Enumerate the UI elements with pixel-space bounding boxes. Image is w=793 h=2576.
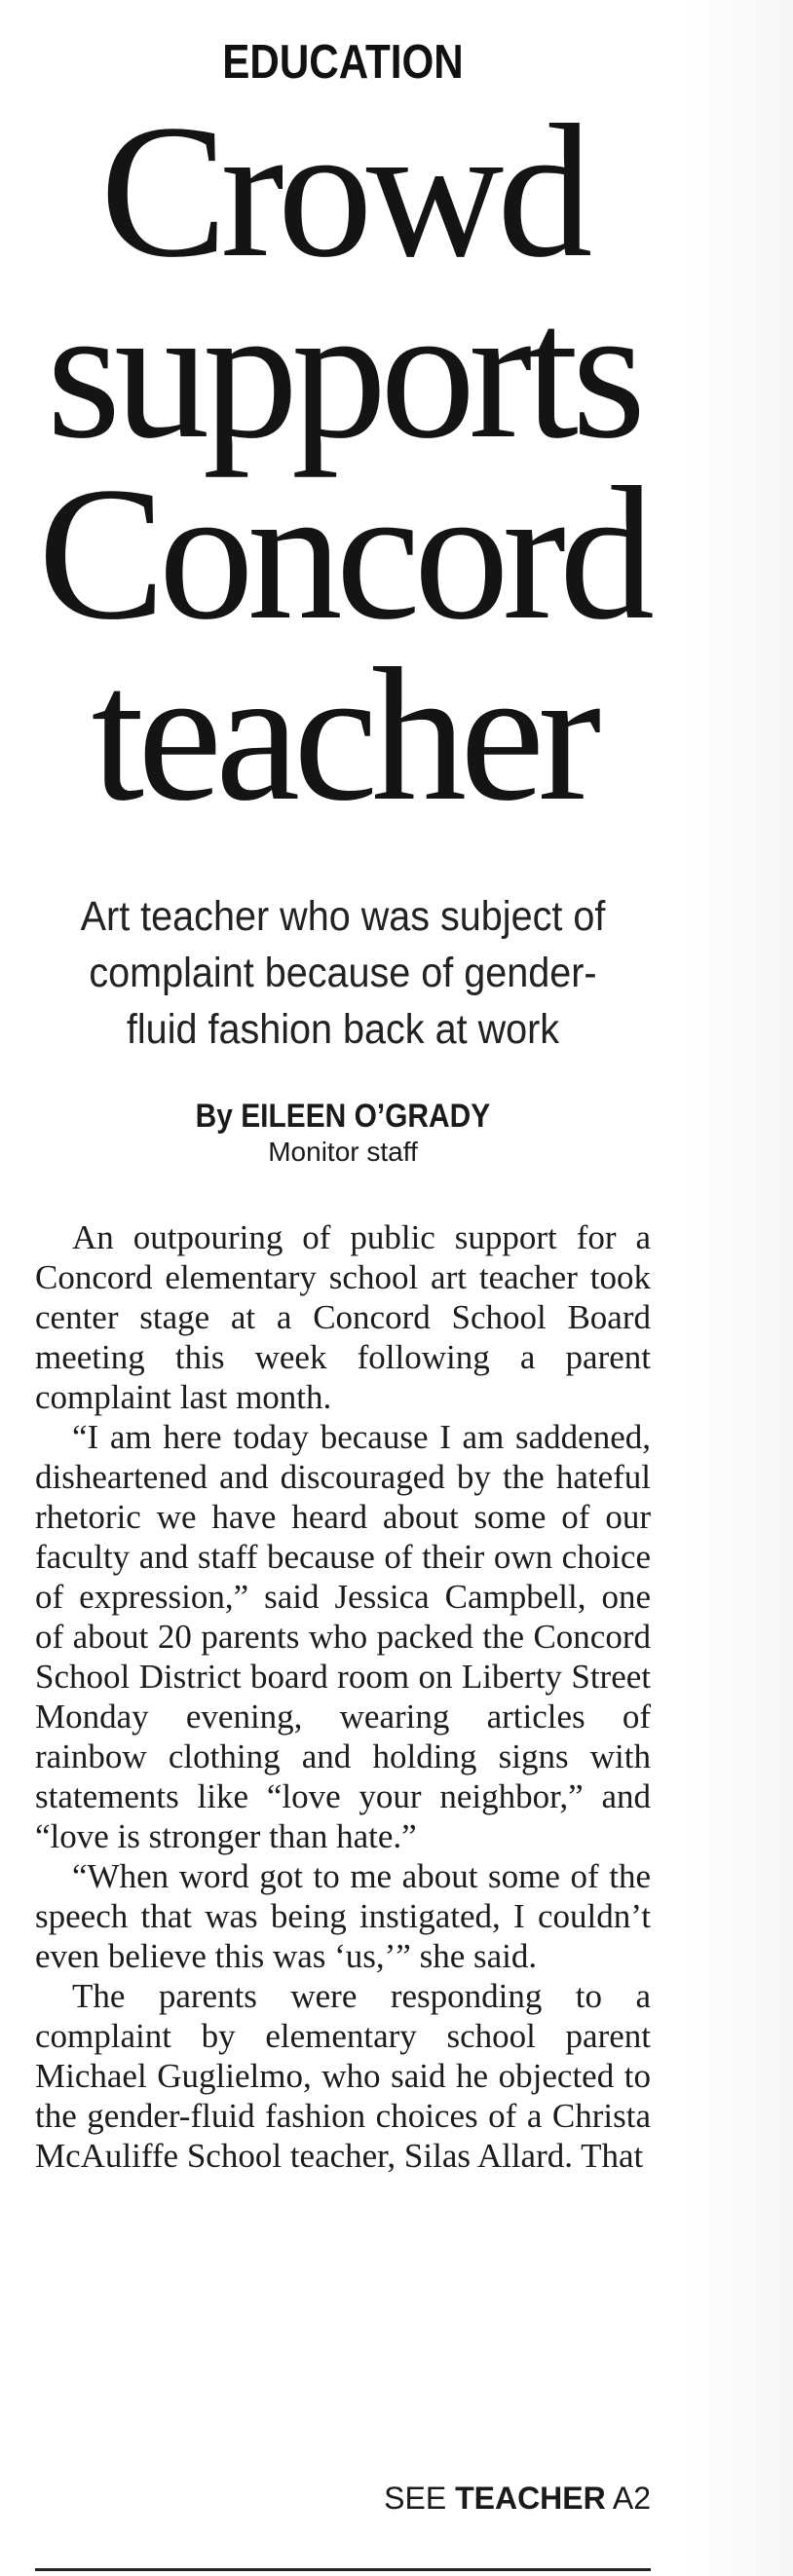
byline [35,1097,651,1136]
bottom-rule [35,2568,651,2571]
section-label: EDUCATION [222,36,464,89]
body-paragraph: “When word got to me about some of the speech that was being instigated, I couldn’t even believe this was ‘us,’” she said. [35,1857,651,1975]
article-body [35,1217,651,2176]
staff-credit: Monitor staff [268,1137,418,1167]
body-paragraph: “I am here today because I am saddened, disheartened and discouraged by the hateful rhetoric we have heard about some of our faculty and staff because of their own choice of expression,” said Jessica Campbell, one of about 20 parents who packed the Concord School District board room on Liberty Street Monday evening, wearing articles of rainbow clothing and holding signs with statements like “love your neighbor,” and “love is stronger than hate.” [35,1418,651,1855]
body-paragraph: The parents were responding to a complaint by elementary school parent Michael Guglielmo, who said he objected to the gender-fluid fashion choices of a Christa McAuliffe School teacher, Silas Allard. That [35,1977,651,2175]
scan-shading [676,0,793,2576]
body-paragraph: An outpouring of public support for a Concord elementary school art teacher took center stage at a Concord School Board meeting this week following a parent complaint last month. [35,1218,651,1416]
byline-text: By EILEEN O’GRADY [195,1098,491,1135]
jump-see: SEE [384,2481,447,2516]
jump-page: A2 [612,2481,651,2516]
headline-line: Concord [38,448,648,659]
headline-line: teacher [91,629,595,840]
subheadline-line: complaint because of gender- [89,950,597,996]
subheadline-line: fluid fashion back at work [126,1006,560,1053]
headline [35,86,651,840]
continued-on-jump [384,2480,651,2517]
headline-line: Crowd [99,86,586,297]
subheadline-line: Art teacher who was subject of [80,893,606,940]
jump-keyword: TEACHER [455,2481,606,2516]
subheadline [35,888,651,1058]
headline-line: supports [46,267,640,478]
